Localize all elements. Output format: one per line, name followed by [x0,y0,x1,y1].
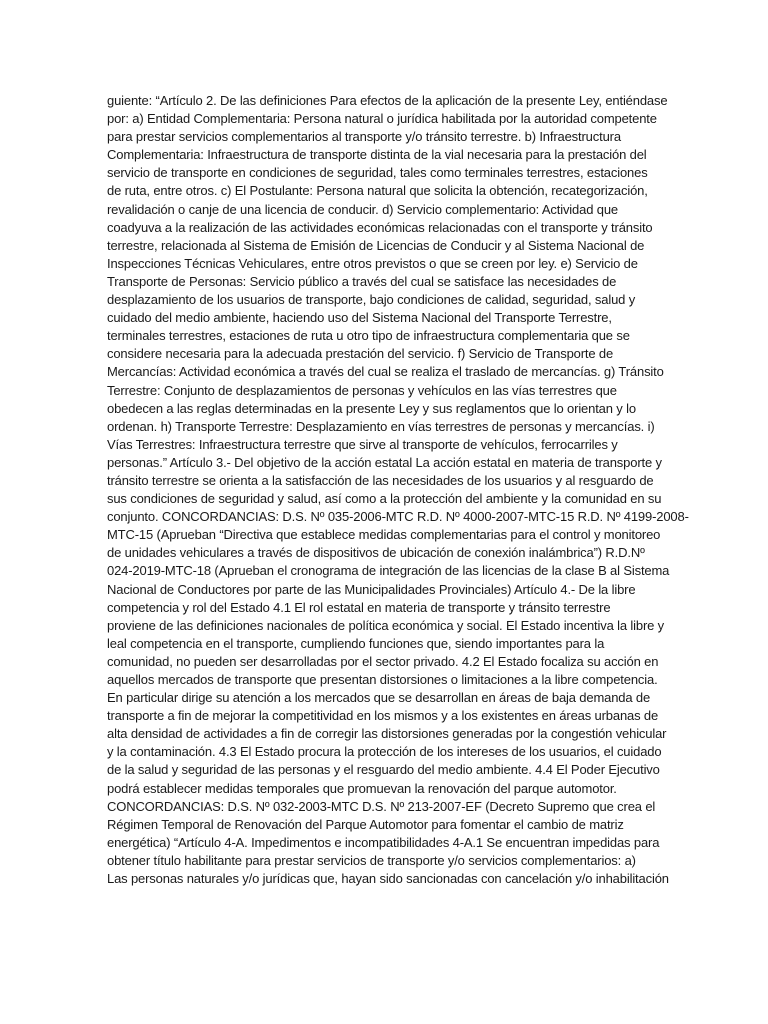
text-line: Las personas naturales y/o jurídicas que, hayan sido sancionadas con cancelación y/o inhabilitación [107,871,669,887]
text-line: coadyuva a la realización de las actividades económicas relacionadas con el transporte y tránsito [107,219,653,235]
text-line: de ruta, entre otros. c) El Postulante: Persona natural que solicita la obtención, recategorización, [107,183,648,199]
text-line: y la contaminación. 4.3 El Estado procura la protección de los intereses de los usuarios, el cuidado [107,744,662,760]
text-line: aquellos mercados de transporte que presentan distorsiones o limitaciones a la libre competencia. [107,672,658,687]
text-line: Régimen Temporal de Renovación del Parque Automotor para fomentar el cambio de matriz [107,816,624,832]
text-line: alta densidad de actividades a fin de corregir las distorsiones generadas por la congestión vehicular [107,726,667,742]
text-line: En particular dirige su atención a los mercados que se desarrollan en áreas de baja demanda de [107,690,651,706]
text-line: comunidad, no pueden ser desarrolladas por el sector privado. 4.2 El Estado focaliza su acción en [107,653,659,669]
text-line: desplazamiento de los usuarios de transporte, bajo condiciones de calidad, seguridad, salud y [107,292,636,308]
text-line: tránsito terrestre se orienta a la satisfacción de las necesidades de los usuarios y al resguardo de [107,472,654,488]
text-line: obedecen a las reglas determinadas en la presente Ley y sus reglamentos que lo orientan y lo [107,400,636,416]
text-line: Complementaria: Infraestructura de transporte distinta de la vial necesaria para la prestación del [107,147,647,163]
text-line: 024-2019-MTC-18 (Aprueban el cronograma de integración de las licencias de la clase B al Sistema [107,563,670,579]
text-line: Inspecciones Técnicas Vehiculares, entre otros previstos o que se creen por ley. e) Servicio de [107,255,638,271]
text-line: MTC-15 (Aprueban “Directiva que establece medidas complementarias para el control y monitoreo [107,527,661,543]
text-line: ordenan. h) Transporte Terrestre: Desplazamiento en vías terrestres de personas y mercancías. i) [107,418,655,434]
text-line: proviene de las definiciones nacionales de política económica y social. El Estado incentiva la libre y [107,617,665,633]
text-line: Terrestre: Conjunto de desplazamientos de personas y vehículos en las vías terrestres que [107,382,617,398]
text-line: conjunto. CONCORDANCIAS: D.S. Nº 035-2006-MTC R.D. Nº 4000-2007-MTC-15 R.D. Nº 4199-2008- [107,509,689,525]
text-line: revalidación o canje de una licencia de conducir. d) Servicio complementario: Actividad que [107,201,618,217]
text-line: sus condiciones de seguridad y salud, así como a la protección del ambiente y la comunidad en su [107,491,662,507]
text-line: podrá establecer medidas temporales que promuevan la renovación del parque automotor. [107,780,617,796]
text-line: de la salud y seguridad de las personas y el resguardo del medio ambiente. 4.4 El Poder Ejecutivo [107,762,660,778]
text-line: personas.” Artículo 3.- Del objetivo de la acción estatal La acción estatal en materia de transporte y [107,454,662,470]
text-line: Nacional de Conductores por parte de las Municipalidades Provinciales) Artículo 4.- De la libre [107,581,636,597]
text-line: terrestre, relacionada al Sistema de Emisión de Licencias de Conducir y al Sistema Nacional de [107,237,645,253]
text-line: Transporte de Personas: Servicio público a través del cual se satisface las necesidades de [107,273,617,289]
text-line: terminales terrestres, estaciones de ruta u otro tipo de infraestructura complementaria que se [107,328,630,344]
text-line: guiente: “Artículo 2. De las definiciones Para efectos de la aplicación de la presente Ley, entiéndase [107,93,668,108]
text-line: leal competencia en el transporte, cumpliendo funciones que, siendo importantes para la [107,635,605,651]
text-line: transporte a fin de mejorar la competitividad en los mismos y a los existentes en áreas urbanas de [107,708,659,724]
text-line: por: a) Entidad Complementaria: Persona natural o jurídica habilitada por la autoridad competente [107,111,657,127]
document-body-text [107,92,689,888]
text-line: Mercancías: Actividad económica a través del cual se realiza el traslado de mercancías. g) Tránsito [107,364,664,380]
text-line: obtener título habilitante para prestar servicios de transporte y/o servicios complementarios: a) [107,852,636,868]
text-line: energética) “Artículo 4-A. Impedimentos e incompatibilidades 4-A.1 Se encuentran impedidas para [107,834,660,850]
text-line: para prestar servicios complementarios al transporte y/o tránsito terrestre. b) Infraestructura [107,129,621,145]
text-line: considere necesaria para la adecuada prestación del servicio. f) Servicio de Transporte de [107,346,614,362]
text-line: CONCORDANCIAS: D.S. Nº 032-2003-MTC D.S. Nº 213-2007-EF (Decreto Supremo que crea el [107,798,656,814]
text-line: de unidades vehiculares a través de dispositivos de ubicación de conexión inalámbrica”) R.D.Nº [107,545,645,561]
text-line: competencia y rol del Estado 4.1 El rol estatal en materia de transporte y tránsito terrestre [107,599,611,615]
text-line: cuidado del medio ambiente, haciendo uso del Sistema Nacional del Transporte Terrestre, [107,310,612,326]
text-line: Vías Terrestres: Infraestructura terrestre que sirve al transporte de vehículos, ferrocarriles y [107,436,618,452]
text-line: servicio de transporte en condiciones de seguridad, tales como terminales terrestres, estaciones [107,165,648,181]
